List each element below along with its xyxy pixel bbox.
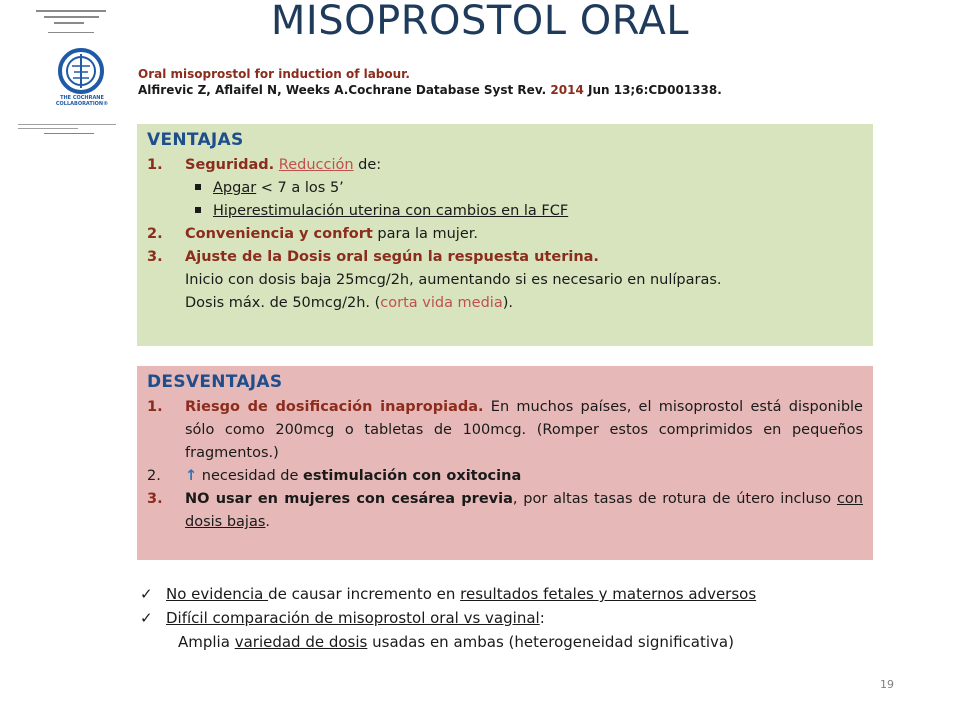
desventajas-item-2 [147, 465, 863, 488]
item-text-block [185, 396, 863, 465]
arrow-up-icon: ↑ [185, 468, 198, 484]
conclusion-1 [140, 582, 900, 606]
list-number: 3. [147, 491, 163, 507]
desventajas-panel [137, 366, 873, 560]
reference-source: Jun 13;6:CD001338. [583, 83, 722, 97]
list-number: 2. [147, 226, 163, 242]
ventajas-item-3 [147, 246, 863, 269]
ventajas-item-2 [147, 223, 863, 246]
item-text-block [185, 488, 863, 534]
item-text-block [185, 465, 863, 488]
slide-title: MISOPROSTOL ORAL [270, 0, 690, 44]
item-bold: estimulación con oxitocina [303, 468, 522, 484]
item-bold: NO usar en mujeres con cesárea previa [185, 491, 513, 507]
dosis-text: Dosis máx. de 50mcg/2h. ( [185, 295, 381, 311]
detail-text-end: usadas en ambas (heterogeneidad significativa) [367, 633, 734, 651]
item-text: necesidad de [197, 468, 303, 484]
reference-year: 2014 [550, 83, 584, 97]
square-bullet-icon [195, 207, 201, 213]
item-link-text: Reducción [278, 157, 354, 173]
ventajas-panel [137, 124, 873, 346]
conclusion-text: de causar incremento en [268, 585, 461, 603]
item-text-end: . [265, 514, 270, 530]
detail-underlined: variedad de dosis [234, 633, 368, 651]
reference-title: Oral misoprostol for induction of labour. [138, 67, 410, 81]
desventajas-item-3 [147, 488, 863, 534]
item-text: de: [353, 157, 382, 173]
conclusion-text: : [539, 609, 545, 627]
square-bullet-icon [195, 184, 201, 190]
conclusions-list [140, 582, 900, 654]
list-number: 3. [147, 249, 163, 265]
ventajas-dosis-maxima [147, 292, 863, 315]
bullet-underlined: Hiperestimulación uterina con cambios en la FCF [213, 203, 569, 219]
item-text: para la mujer. [372, 226, 478, 242]
conclusion-underlined: Difícil comparación de misoprostol oral vs vaginal [166, 609, 540, 627]
item-text: , por altas tasas de rotura de útero incluso [512, 491, 837, 507]
reference-authors-text: Alfirevic Z, Aflaifel N, Weeks A.Cochrane Database Syst Rev. [138, 83, 551, 97]
item-underlined: con dosis bajas [185, 491, 863, 530]
list-number: 2. [147, 468, 161, 484]
conclusion-underlined-2: resultados fetales y maternos adversos [460, 585, 757, 603]
reference-authors [138, 82, 722, 98]
checkmark-icon: ✓ [140, 609, 153, 627]
dosis-text-end: ). [502, 295, 514, 311]
item-bold: Ajuste de la Dosis oral según la respuesta uterina. [185, 249, 599, 265]
ventajas-dosis-inicio: Inicio con dosis baja 25mcg/2h, aumentando si es necesario en nulíparas. [185, 272, 722, 288]
page-number: 19 [880, 678, 894, 691]
ventajas-item-1 [147, 154, 863, 177]
detail-text: Amplia [178, 633, 235, 651]
ventajas-heading: VENTAJAS [147, 130, 244, 150]
cochrane-logo-icon [58, 48, 104, 94]
bullet-text: < 7 a los 5’ [256, 180, 344, 196]
checkmark-icon: ✓ [140, 585, 153, 603]
list-number: 1. [147, 157, 163, 173]
reference-citation [138, 66, 722, 98]
ventajas-bullet-1 [147, 177, 863, 200]
list-number: 1. [147, 399, 163, 415]
desventajas-heading: DESVENTAJAS [147, 372, 283, 392]
cochrane-logo-text: THE COCHRANE COLLABORATION® [55, 95, 109, 107]
item-bold: Conveniencia y confort [185, 226, 373, 242]
conclusion-2-detail [140, 630, 900, 654]
vida-media-text: corta vida media [380, 295, 503, 311]
ventajas-bullet-2 [147, 200, 863, 223]
item-text: En muchos países, el misoprostol está disponible sólo como 200mcg o tabletas de 100mcg. (Romper estos comprimidos en pequeños fragmentos.) [185, 399, 863, 461]
desventajas-item-1 [147, 396, 863, 465]
item-bold: Riesgo de dosificación inapropiada. [185, 399, 484, 415]
bullet-underlined: Apgar [213, 180, 257, 196]
conclusion-underlined: No evidencia [166, 585, 269, 603]
item-bold: Seguridad. [185, 157, 275, 173]
conclusion-2 [140, 606, 900, 630]
